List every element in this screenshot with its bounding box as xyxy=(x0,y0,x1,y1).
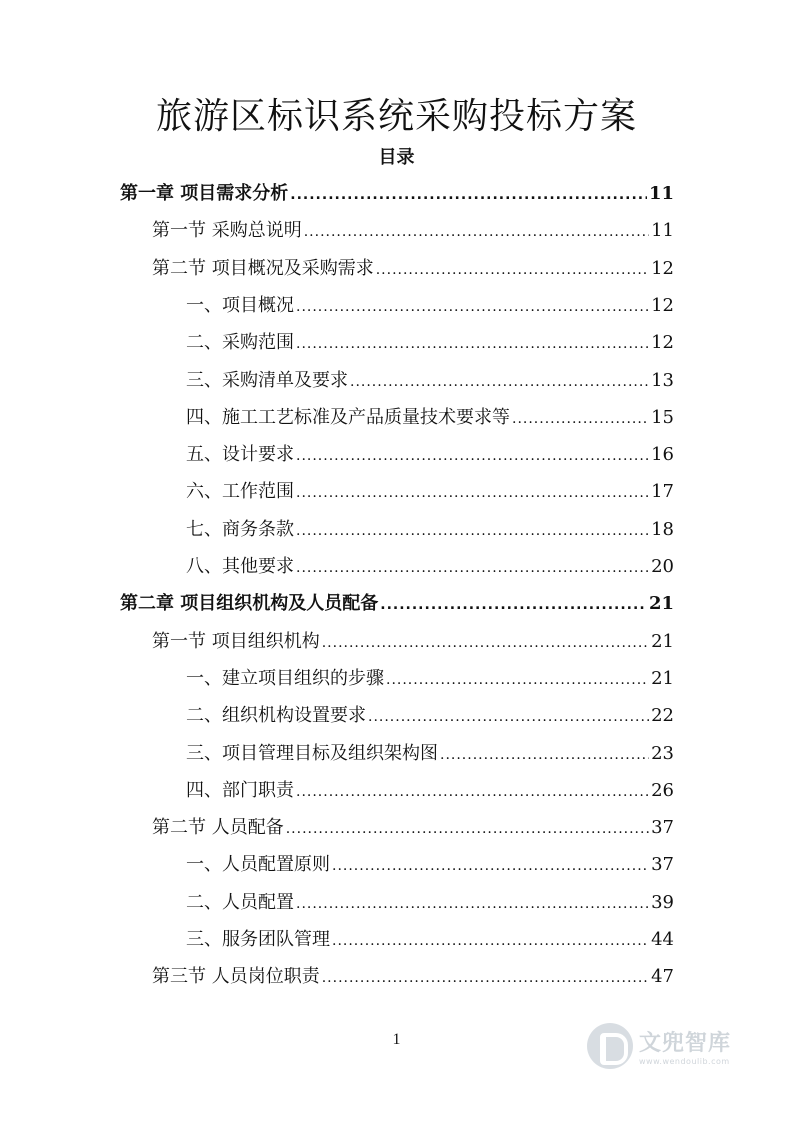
toc-entry[interactable] xyxy=(186,324,674,361)
toc-entry-page: 23 xyxy=(651,742,674,764)
toc-entry-page: 16 xyxy=(651,444,674,466)
toc-entry-page: 47 xyxy=(651,966,674,988)
toc-leader-dots xyxy=(322,625,649,662)
watermark-name: 文兜智库 xyxy=(639,1031,732,1056)
toc-leader-dots xyxy=(296,475,649,512)
toc-entry[interactable] xyxy=(186,511,674,548)
toc-leader-dots xyxy=(332,923,649,960)
toc-entry-label: 第二节 项目概况及采购需求 xyxy=(152,257,374,279)
toc-entry-label: 二、采购范围 xyxy=(186,332,294,354)
toc-entry-label: 六、工作范围 xyxy=(186,481,294,503)
toc-leader-dots xyxy=(350,364,649,401)
toc-leader-dots xyxy=(376,252,649,289)
toc-leader-dots xyxy=(368,699,649,736)
toc-entry-page: 15 xyxy=(651,406,674,428)
toc-leader-dots xyxy=(296,550,649,587)
toc-leader-dots xyxy=(332,848,649,885)
toc-leader-dots xyxy=(440,737,649,774)
toc-leader-dots xyxy=(322,960,649,997)
toc-entry-label: 四、部门职责 xyxy=(186,779,294,801)
toc-entry-label: 第三节 人员岗位职责 xyxy=(152,966,320,988)
wendou-logo-icon xyxy=(587,1023,633,1069)
toc-entry[interactable] xyxy=(186,660,674,697)
toc-leader-dots xyxy=(386,662,649,699)
toc-entry[interactable] xyxy=(186,362,674,399)
toc-entry-label: 一、建立项目组织的步骤 xyxy=(186,667,384,689)
toc-entry[interactable] xyxy=(186,846,674,883)
toc-entry-page: 11 xyxy=(651,220,674,242)
toc-entry-page: 20 xyxy=(651,556,674,577)
toc-leader-dots xyxy=(286,811,649,848)
toc-entry-page: 26 xyxy=(651,779,674,801)
toc-entry-page: 21 xyxy=(651,667,674,689)
toc-entry-label: 第一章 项目需求分析 xyxy=(120,183,289,204)
toc-entry-label: 七、商务条款 xyxy=(186,518,294,540)
toc-entry-label: 三、服务团队管理 xyxy=(186,929,330,950)
toc-entry[interactable] xyxy=(186,735,674,772)
toc-entry[interactable] xyxy=(186,548,674,585)
toc-entry[interactable] xyxy=(120,175,674,212)
toc-leader-dots xyxy=(296,326,649,363)
toc-entry[interactable] xyxy=(186,287,674,324)
toc-entry[interactable] xyxy=(186,399,674,436)
toc-leader-dots xyxy=(304,214,649,251)
toc-entry-page: 13 xyxy=(651,369,674,391)
toc-entry-label: 二、组织机构设置要求 xyxy=(186,705,366,727)
toc-entry-label: 第一节 采购总说明 xyxy=(152,220,302,242)
toc-entry-label: 第一节 项目组织机构 xyxy=(152,630,320,652)
toc-entry-label: 一、项目概况 xyxy=(186,294,294,316)
toc-leader-dots xyxy=(296,513,649,550)
toc-entry[interactable] xyxy=(186,884,674,921)
toc-entry[interactable] xyxy=(152,250,674,287)
toc-leader-dots xyxy=(296,438,649,475)
toc-entry-page: 12 xyxy=(651,332,674,354)
toc-entry-page: 37 xyxy=(651,817,674,839)
toc-entry-page: 12 xyxy=(651,294,674,316)
toc-entry-label: 第二节 人员配备 xyxy=(152,817,284,839)
toc-entry-page: 22 xyxy=(651,705,674,727)
toc-entry-page: 11 xyxy=(648,183,674,204)
toc-heading: 目录 xyxy=(378,147,415,168)
toc-entry[interactable] xyxy=(152,958,674,995)
document-title: 旅游区标识系统采购投标方案 xyxy=(155,96,637,137)
toc-leader-dots xyxy=(290,177,647,214)
toc-entry-page: 18 xyxy=(651,518,674,540)
page-number: 1 xyxy=(392,1031,401,1048)
toc-leader-dots xyxy=(512,401,649,438)
toc-entry[interactable] xyxy=(186,921,674,958)
toc-entry-page: 39 xyxy=(651,891,674,913)
toc-entry-label: 二、人员配置 xyxy=(186,891,294,913)
toc-entry[interactable] xyxy=(186,473,674,510)
toc-entry-label: 一、人员配置原则 xyxy=(186,854,330,876)
toc-entry-page: 12 xyxy=(651,257,674,279)
watermark xyxy=(587,1020,752,1072)
toc-entry[interactable] xyxy=(186,697,674,734)
toc-entry-label: 八、其他要求 xyxy=(186,556,294,577)
toc-entry[interactable] xyxy=(152,212,674,249)
toc-entry[interactable] xyxy=(186,436,674,473)
toc-entry-page: 37 xyxy=(651,854,674,876)
toc-leader-dots xyxy=(296,289,649,326)
toc-entry-page: 21 xyxy=(651,630,674,652)
toc-entry[interactable] xyxy=(152,809,674,846)
toc-leader-dots xyxy=(296,774,649,811)
toc-entry[interactable] xyxy=(152,623,674,660)
watermark-url: www.wendoulib.com xyxy=(639,1057,730,1066)
toc-entry[interactable] xyxy=(120,585,674,622)
toc-entry-label: 三、项目管理目标及组织架构图 xyxy=(186,742,438,764)
toc-entry-page: 17 xyxy=(651,481,674,503)
toc-entry-label: 四、施工工艺标准及产品质量技术要求等 xyxy=(186,406,510,428)
toc-leader-dots xyxy=(296,886,649,923)
toc-leader-dots xyxy=(380,587,647,624)
toc-entry-page: 44 xyxy=(651,929,674,950)
toc-entry-page: 21 xyxy=(648,593,674,615)
toc-entry[interactable] xyxy=(186,772,674,809)
toc-entry-label: 三、采购清单及要求 xyxy=(186,369,348,391)
toc-entry-label: 第二章 项目组织机构及人员配备 xyxy=(120,593,379,615)
toc-entry-label: 五、设计要求 xyxy=(186,444,294,466)
